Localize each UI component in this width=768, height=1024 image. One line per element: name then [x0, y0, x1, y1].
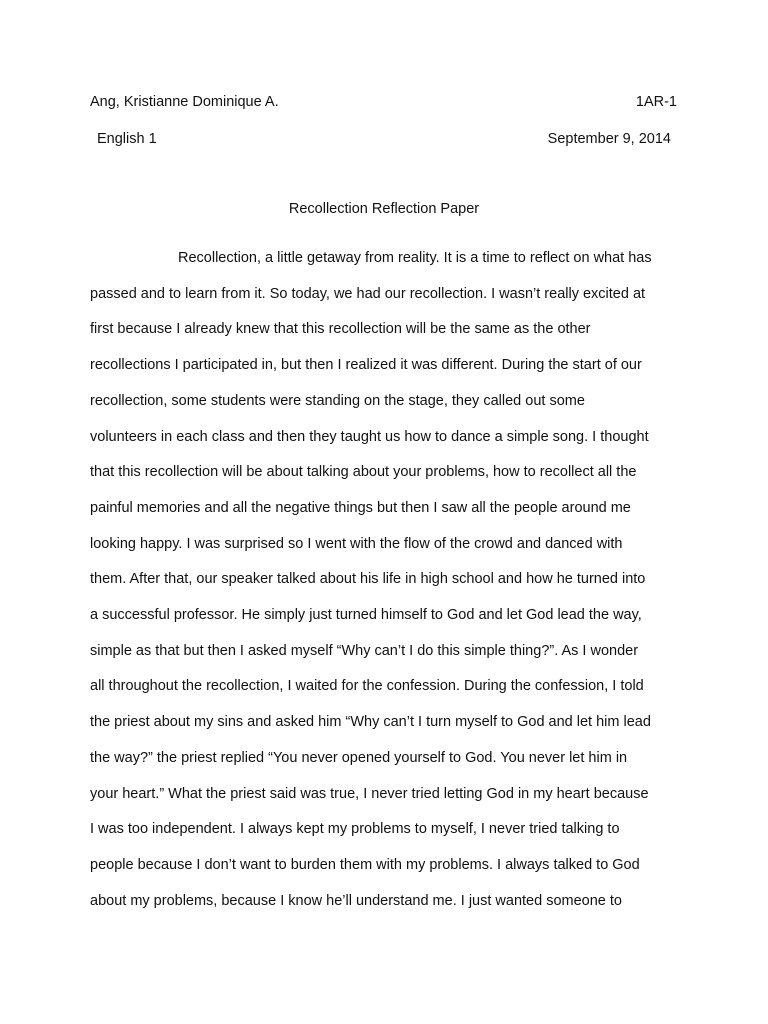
section-code: 1AR-1 [635, 94, 677, 110]
body-line: recollection, some students were standing on the stage, they called out some [90, 392, 585, 409]
body-line: a successful professor. He simply just turned himself to God and let God lead the way, [90, 607, 642, 623]
body-line: volunteers in each class and then they taught us how to dance a simple song. I thought [90, 428, 649, 445]
body-line: I was too independent. I always kept my problems to myself, I never tried talking to [90, 821, 620, 838]
body-line: your heart.” What the priest said was true, I never tried letting God in my heart because [90, 785, 649, 802]
body-line: all throughout the recollection, I waited for the confession. During the confession, I told [90, 678, 644, 695]
body-line: that this recollection will be about talking about your problems, how to recollect all the [90, 464, 637, 481]
body-line: simple as that but then I asked myself “Why can’t I do this simple thing?”. As I wonder [90, 642, 639, 659]
paper-title: Recollection Reflection Paper [288, 201, 480, 217]
body-line: looking happy. I was surprised so I went with the flow of the crowd and danced with [90, 535, 623, 552]
body-line: passed and to learn from it. So today, we had our recollection. I wasn’t really excited at [90, 285, 646, 302]
body-line: painful memories and all the negative things but then I saw all the people around me [90, 499, 631, 516]
body-line: them. After that, our speaker talked about his life in high school and how he turned into [90, 571, 646, 588]
body-line: people because I don’t want to burden them with my problems. I always talked to God [90, 856, 640, 873]
body-line: Recollection, a little getaway from reality. It is a time to reflect on what has [178, 250, 652, 266]
body-line: about my problems, because I know he’ll understand me. I just wanted someone to [90, 892, 622, 909]
paper-date: September 9, 2014 [547, 131, 671, 147]
body-line: the way?” the priest replied “You never opened yourself to God. You never let him in [90, 749, 628, 766]
student-name: Ang, Kristianne Dominique A. [90, 94, 279, 110]
body-line: first because I already knew that this recollection will be the same as the other [90, 321, 591, 338]
body-line: recollections I participated in, but then I realized it was different. During the start of our [90, 357, 642, 374]
course-name: English 1 [97, 131, 157, 147]
body-line: the priest about my sins and asked him “Why can’t I turn myself to God and let him lead [90, 714, 651, 731]
